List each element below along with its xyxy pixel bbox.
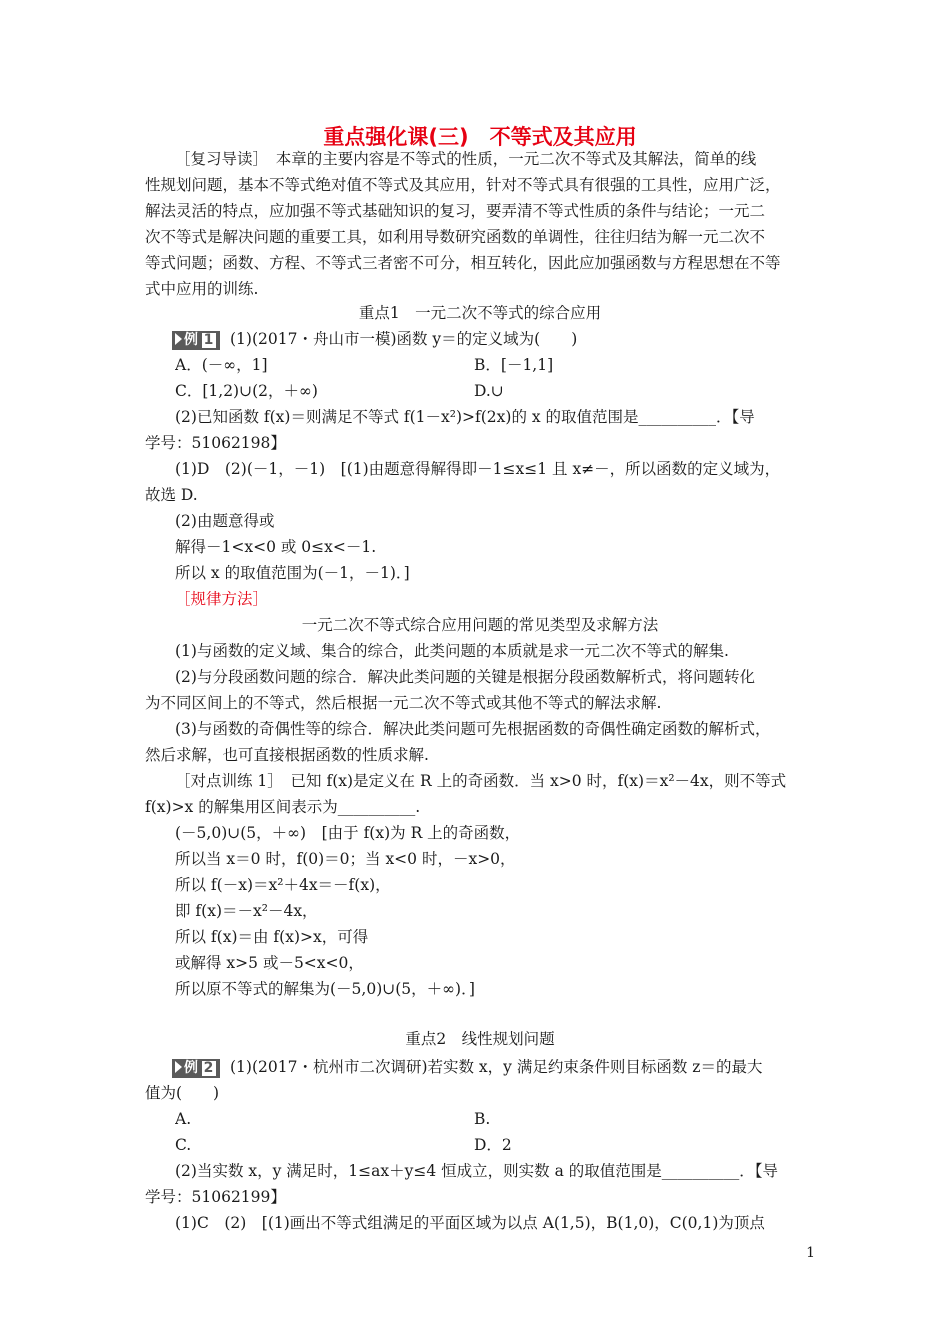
training-line: (－5,0)∪(5，＋∞) [由于 f(x)为 R 上的奇函数， bbox=[175, 824, 521, 842]
option-row bbox=[175, 1108, 815, 1130]
option-c: C. bbox=[175, 1136, 192, 1154]
section-heading-2: 重点2 线性规划问题 bbox=[405, 1030, 555, 1048]
answer-line: (2)由题意得或 bbox=[175, 512, 275, 530]
intro-line: 解法灵活的特点，应加强不等式基础知识的复习，要弄清不等式性质的条件与结论；一元二 bbox=[145, 202, 766, 220]
option-d: D.∪ bbox=[474, 382, 504, 400]
example-badge: 例 2 bbox=[172, 1059, 220, 1078]
option-b: B．[－1,1] bbox=[474, 356, 554, 374]
example-1-question-2: (2)已知函数 f(x)＝则满足不等式 f(1－x²)>f(2x)的 x 的取值范围是__________．【导 bbox=[175, 408, 755, 426]
training-line: 所以 f(x)＝由 f(x)>x，可得 bbox=[175, 928, 369, 946]
method-line: (2)与分段函数问题的综合．解决此类问题的关键是根据分段函数解析式，将问题转化 bbox=[175, 668, 755, 686]
answer-line: (1)D (2)(－1，－1) [(1)由题意得解得即－1≤x≤1 且 x≠－，所以函数的定义域为， bbox=[175, 460, 781, 478]
answer-line: (1)C (2) [(1)画出不等式组满足的平面区域为以点 A(1,5)，B(1,0)，C(0,1)为顶点 bbox=[175, 1214, 765, 1232]
answer-line: 所以 x 的取值范围为(－1，－1)．] bbox=[175, 564, 410, 582]
method-line: (1)与函数的定义域、集合的综合，此类问题的本质就是求一元二次不等式的解集. bbox=[175, 642, 729, 660]
page-number: 1 bbox=[806, 1245, 815, 1261]
training-line: 即 f(x)＝－x²－4x， bbox=[175, 902, 318, 920]
method-line: (3)与函数的奇偶性等的综合．解决此类问题可先根据函数的奇偶性确定函数的解析式， bbox=[175, 720, 771, 738]
section-heading-1: 重点1 一元二次不等式的综合应用 bbox=[358, 304, 602, 322]
option-row bbox=[175, 1134, 815, 1156]
intro-line: 等式问题；函数、方程、不等式三者密不可分，相互转化，因此应加强函数与方程思想在不等 bbox=[145, 254, 781, 272]
training-line: ［对点训练 1］ 已知 f(x)是定义在 R 上的奇函数．当 x>0 时，f(x)＝x²－4x，则不等式 bbox=[175, 772, 787, 790]
example-2-question-1: 例 2 (1)(2017・杭州市二次调研)若实数 x，y 满足约束条件则目标函数 z＝的最大 bbox=[172, 1056, 812, 1078]
option-c: C．[1,2)∪(2，＋∞) bbox=[175, 382, 318, 400]
example-2-question-2: (2)当实数 x，y 满足时，1≤ax＋y≤4 恒成立，则实数 a 的取值范围是__________．【导 bbox=[175, 1162, 779, 1180]
triangle-icon bbox=[175, 333, 182, 345]
option-b: B. bbox=[474, 1110, 491, 1128]
study-number: 学号：51062199】 bbox=[145, 1188, 286, 1206]
method-line: 然后求解，也可直接根据函数的性质求解. bbox=[145, 746, 429, 764]
page-title: 重点强化课(三) 不等式及其应用 bbox=[323, 125, 637, 149]
example-1-question-1: 例 1 (1)(2017・舟山市一模)函数 y＝的定义域为( ) bbox=[172, 328, 812, 350]
answer-line: 故选 D. bbox=[145, 486, 198, 504]
training-line: 或解得 x>5 或－5<x<0， bbox=[175, 954, 364, 972]
method-heading: 一元二次不等式综合应用问题的常见类型及求解方法 bbox=[301, 616, 659, 634]
option-row bbox=[175, 380, 815, 402]
intro-line: 次不等式是解决问题的重要工具，如利用导数研究函数的单调性，往往归结为解一元二次不 bbox=[145, 228, 766, 246]
intro-line: 式中应用的训练. bbox=[145, 280, 259, 298]
option-d: D．2 bbox=[474, 1136, 512, 1154]
training-line: 所以 f(－x)＝x²＋4x＝－f(x)， bbox=[175, 876, 391, 894]
training-line: 所以当 x＝0 时，f(0)＝0；当 x<0 时，－x>0， bbox=[175, 850, 516, 868]
option-a: A．(－∞，1] bbox=[175, 356, 268, 374]
intro-line: 性规划问题，基本不等式绝对值不等式及其应用，针对不等式具有很强的工具性，应用广泛， bbox=[145, 176, 781, 194]
training-line: 所以原不等式的解集为(－5,0)∪(5，＋∞)．] bbox=[175, 980, 475, 998]
method-label: ［规律方法］ bbox=[175, 590, 269, 608]
answer-line: 解得－1<x<0 或 0≤x<－1. bbox=[175, 538, 377, 556]
study-number: 学号：51062198】 bbox=[145, 434, 286, 452]
method-line: 为不同区间上的不等式，然后根据一元二次不等式或其他不等式的解法求解. bbox=[145, 694, 662, 712]
triangle-icon bbox=[175, 1061, 182, 1073]
training-line: f(x)>x 的解集用区间表示为__________. bbox=[145, 798, 421, 816]
option-row bbox=[175, 354, 815, 376]
intro-line: ［复习导读］ 本章的主要内容是不等式的性质，一元二次不等式及其解法，简单的线 bbox=[175, 150, 757, 168]
example-2-question-1-cont: 值为( ) bbox=[145, 1084, 220, 1102]
option-a: A. bbox=[175, 1110, 192, 1128]
example-badge: 例 1 bbox=[172, 331, 220, 350]
